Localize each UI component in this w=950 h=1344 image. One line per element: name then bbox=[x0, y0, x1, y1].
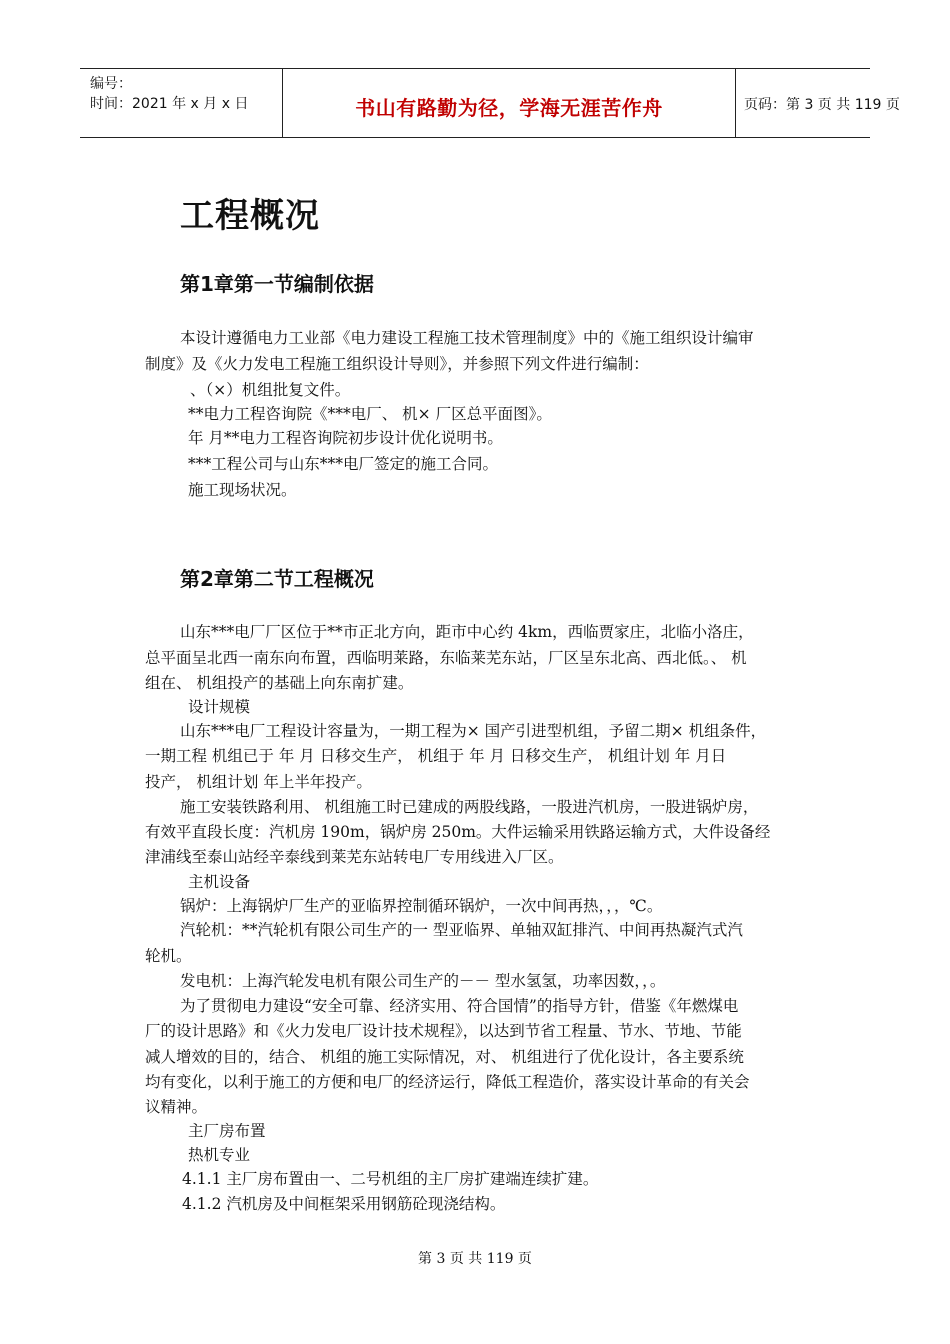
header-meta-cell bbox=[80, 69, 282, 137]
section2-line: 有效平直段长度：汽机房 190m，锅炉房 250m。大件运输采用铁路运输方式，大件设备经 bbox=[145, 823, 771, 841]
section1-line: ***工程公司与山东***电厂签定的施工合同。 bbox=[188, 455, 499, 473]
document-header bbox=[80, 68, 900, 138]
section2-line: 议精神。 bbox=[145, 1098, 208, 1116]
section1-line: 年 月**电力工程咨询院初步设计优化说明书。 bbox=[188, 429, 503, 447]
section2-line: 为了贯彻电力建设“安全可靠、经济实用、符合国情”的指导方针，借鉴《年燃煤电 bbox=[180, 997, 739, 1015]
page-title: 工程概况 bbox=[180, 196, 320, 236]
section2-line: 汽轮机：**汽轮机有限公司生产的一 型亚临界、单轴双缸排汽、中间再热凝汽式汽 bbox=[180, 921, 743, 939]
section1-heading: 第1章第一节编制依据 bbox=[180, 272, 374, 296]
section2-line: 组在、 机组投产的基础上向东南扩建。 bbox=[145, 674, 414, 692]
section2-line: 主机设备 bbox=[188, 873, 251, 891]
section2-line: 均有变化，以利于施工的方便和电厂的经济运行，降低工程造价，落实设计革命的有关会 bbox=[145, 1073, 750, 1091]
section1-line: 施工现场状况。 bbox=[188, 481, 297, 499]
section2-line: 4.1.2 汽机房及中间框架采用钢筋砼现浇结构。 bbox=[182, 1195, 506, 1213]
section2-line: 施工安装铁路利用、 机组施工时已建成的两股线路，一股进汽机房，一股进锅炉房， bbox=[180, 798, 759, 816]
section2-line: 总平面呈北西一南东向布置，西临明莱路，东临莱芜东站，厂区呈东北高、西北低。、 机 bbox=[145, 649, 747, 667]
document-date-label: 时间：2021 年 x 月 x 日 bbox=[90, 96, 249, 112]
section2-line: 主厂房布置 bbox=[188, 1122, 266, 1140]
section2-line: 设计规模 bbox=[188, 698, 251, 716]
header-motto: 书山有路勤为径，学海无涯苦作舟 bbox=[355, 96, 663, 120]
header-page-cell bbox=[734, 69, 900, 137]
section1-line: 、（×）机组批复文件。 bbox=[190, 381, 351, 399]
section2-line: 津浦线至泰山站经辛泰线到莱芜东站转电厂专用线进入厂区。 bbox=[145, 848, 564, 866]
section2-line: 减人增效的目的，结合、 机组的施工实际情况，对、 机组进行了优化设计，各主要系统 bbox=[145, 1048, 744, 1066]
section1-line: 制度》及《火力发电工程施工组织设计导则》，并参照下列文件进行编制： bbox=[145, 355, 649, 373]
section2-line: 一期工程 机组已于 年 月 日移交生产， 机组于 年 月 日移交生产， 机组计划 年 月日 bbox=[145, 747, 727, 765]
section2-line: 山东***电厂工程设计容量为，一期工程为× 国产引进型机组，予留二期× 机组条件， bbox=[180, 722, 767, 740]
section2-line: 轮机。 bbox=[145, 947, 192, 965]
section1-line: **电力工程咨询院《***电厂、 机× 厂区总平面图》。 bbox=[188, 405, 552, 423]
section2-line: 锅炉：上海锅炉厂生产的亚临界控制循环锅炉，一次中间再热，，，℃。 bbox=[180, 897, 663, 915]
header-page-number: 页码：第 3 页 共 119 页 bbox=[744, 97, 900, 113]
section2-line: 山东***电厂厂区位于**市正北方向，距市中心约 4km，西临贾家庄，北临小洛庄， bbox=[180, 623, 754, 641]
section2-line: 厂的设计思路》和《火力发电厂设计技术规程》，以达到节省工程量、节水、节地、节能 bbox=[145, 1022, 742, 1040]
header-motto-cell bbox=[282, 69, 736, 137]
document-number-label: 编号： bbox=[90, 76, 132, 92]
section2-line: 投产， 机组计划 年上半年投产。 bbox=[145, 773, 372, 791]
section2-line: 发电机：上海汽轮发电机有限公司生产的－－ 型水氢氢，功率因数，，。 bbox=[180, 972, 666, 990]
page-footer: 第 3 页 共 119 页 bbox=[418, 1251, 532, 1267]
section1-line: 本设计遵循电力工业部《电力建设工程施工技术管理制度》中的《施工组织设计编审 bbox=[180, 329, 754, 347]
section2-line: 热机专业 bbox=[188, 1146, 251, 1164]
section2-heading: 第2章第二节工程概况 bbox=[180, 567, 374, 591]
section2-line: 4.1.1 主厂房布置由一、二号机组的主厂房扩建端连续扩建。 bbox=[182, 1170, 599, 1188]
